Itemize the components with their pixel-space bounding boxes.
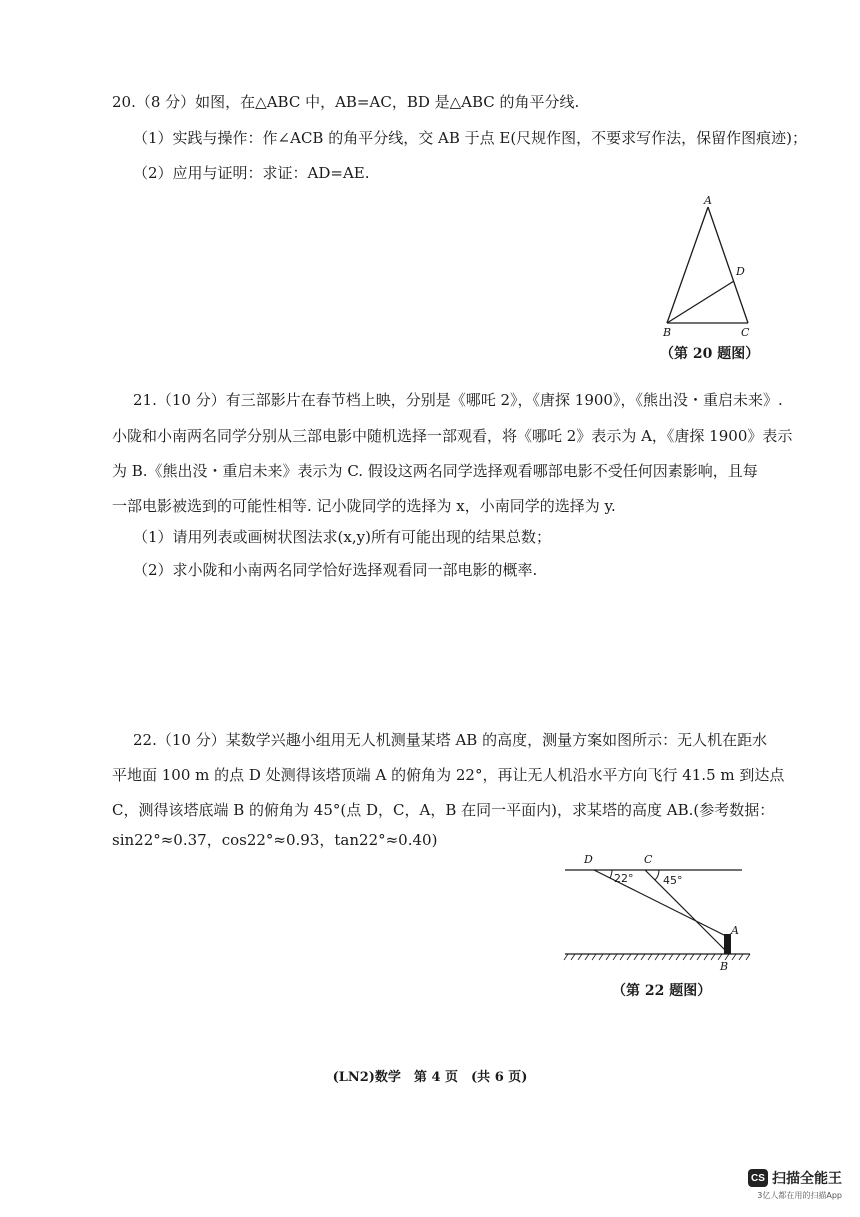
- q20-stem: 20.（8 分）如图，在△ABC 中，AB=AC，BD 是△ABC 的角平分线.: [112, 93, 580, 111]
- bisector-bd: [667, 281, 734, 323]
- q22-line3: C，测得该塔底端 B 的俯角为 45°(点 D，C，A，B 在同一平面内)，求某塔的高度 AB.(参考数据：: [112, 801, 775, 819]
- label-c: C: [741, 326, 750, 339]
- sight-line-c-to-b: [645, 870, 727, 952]
- label-d: D: [736, 265, 745, 278]
- q21-part2: （2）求小陇和小南两名同学恰好选择观看同一部电影的概率.: [133, 561, 538, 579]
- q21-part1: （1）请用列表或画树状图法求(x,y)所有可能出现的结果总数；: [133, 528, 551, 546]
- scanner-watermark: [748, 1168, 842, 1201]
- label-d: D: [584, 853, 593, 866]
- q22-line1: 22.（10 分）某数学兴趣小组用无人机测量某塔 AB 的高度，测量方案如图所示：无人机在距水: [133, 731, 768, 749]
- q20-triangle-figure: [655, 195, 765, 340]
- angle-arc-22: [610, 870, 612, 878]
- angle-22-label: 22°: [614, 872, 634, 885]
- page-footer: (LN2)数学 第 4 页 (共 6 页): [332, 1070, 528, 1085]
- angle-45-label: 45°: [663, 874, 683, 887]
- q21-line1: 21.（10 分）有三部影片在春节档上映，分别是《哪吒 2》，《唐探 1900》，《熊出没・重启未来》.: [133, 391, 783, 409]
- watermark-tagline: 3亿人都在用的扫描App: [757, 1191, 842, 1200]
- q22-caption: （第 22 题图）: [612, 983, 712, 999]
- q22-line2: 平地面 100 m 的点 D 处测得该塔顶端 A 的俯角为 22°，再让无人机沿水平方向飞行 41.5 m 到达点: [112, 766, 785, 784]
- label-a: A: [704, 194, 712, 207]
- side-ab: [667, 207, 708, 323]
- cs-logo-icon: CS: [748, 1169, 768, 1187]
- label-b: B: [720, 960, 729, 973]
- q22-drone-figure: [560, 850, 760, 975]
- q20-part1: （1）实践与操作：作∠ACB 的角平分线，交 AB 于点 E(尺规作图，不要求写作法，保留作图痕迹)；: [133, 129, 808, 147]
- watermark-name: 扫描全能王: [772, 1171, 842, 1187]
- q21-line2: 小陇和小南两名同学分别从三部电影中随机选择一部观看，将《哪吒 2》表示为 A，《唐探 1900》表示: [112, 427, 793, 445]
- angle-arc-45: [655, 870, 659, 880]
- label-c: C: [644, 853, 653, 866]
- q20-part2: （2）应用与证明：求证：AD=AE.: [133, 164, 370, 182]
- q20-caption: （第 20 题图）: [660, 346, 760, 362]
- label-b: B: [663, 326, 672, 339]
- label-a: A: [731, 924, 739, 937]
- q21-line4: 一部电影被选到的可能性相等. 记小陇同学的选择为 x，小南同学的选择为 y.: [112, 497, 616, 515]
- q22-line4: sin22°≈0.37，cos22°≈0.93，tan22°≈0.40): [112, 831, 438, 849]
- tower-ab: [724, 934, 731, 954]
- q21-line3: 为 B.《熊出没・重启未来》表示为 C. 假设这两名同学选择观看哪部电影不受任何因素影响，且每: [112, 462, 758, 480]
